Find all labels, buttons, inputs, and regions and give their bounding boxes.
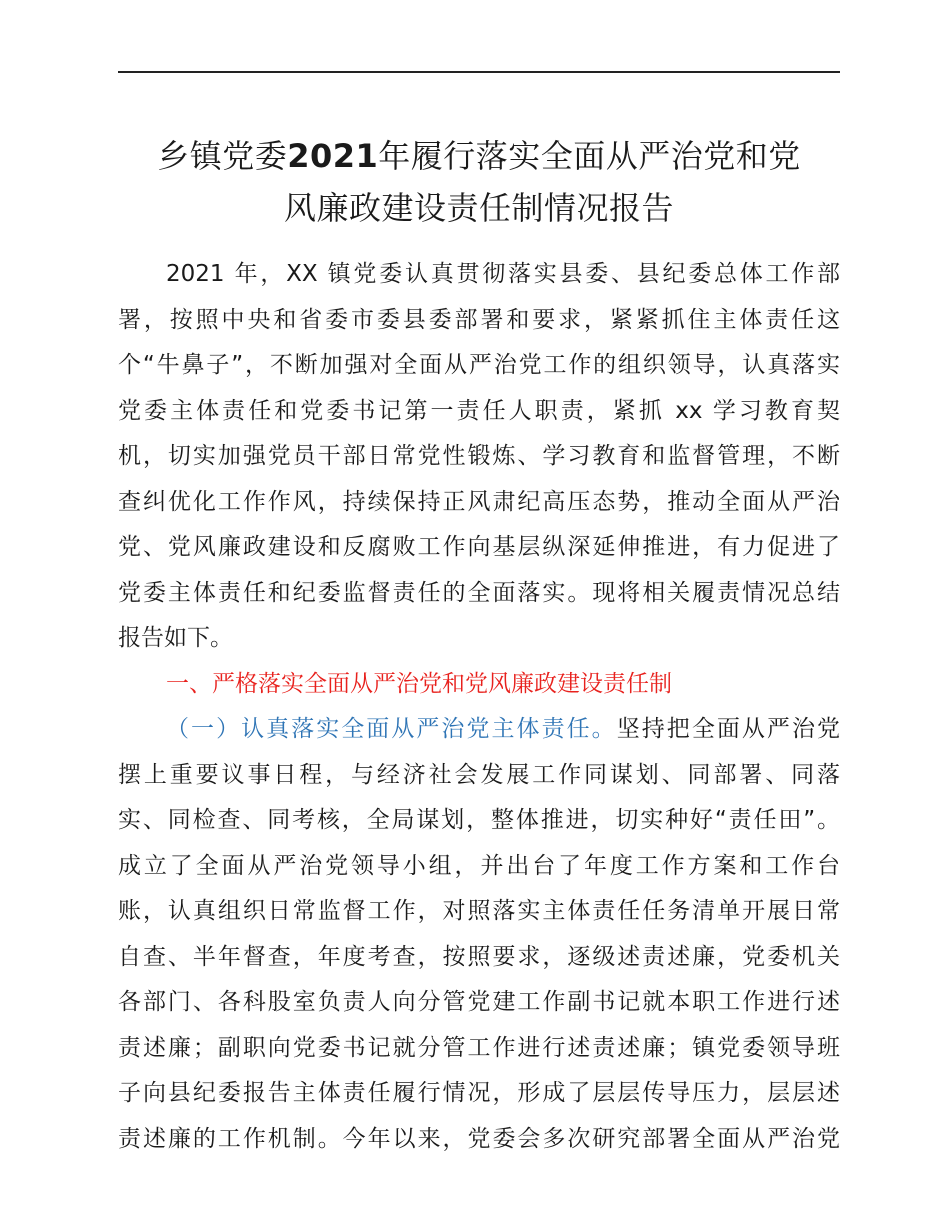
subsection-line: 实、同检查、同考核，全局谋划，整体推进，切实种好“责任田”。	[118, 807, 840, 833]
title-suffix: 年履行落实全面从严治党和党	[378, 137, 801, 175]
subsection-line: 责述廉的工作机制。今年以来，党委会多次研究部署全面从严治党	[118, 1125, 840, 1152]
intro-line: 机，切实加强党员干部日常党性锻炼、学习教育和监督管理，不断	[118, 443, 840, 469]
document-body	[118, 252, 840, 1162]
intro-line: 报告如下。	[118, 625, 233, 651]
subsection-line: 账，认真组织日常监督工作，对照落实主体责任任务清单开展日常	[118, 898, 840, 924]
intro-line: 党委主体责任和纪委监督责任的全面落实。现将相关履责情况总结	[118, 579, 840, 606]
intro-line: 署，按照中央和省委市委县委部署和要求，紧紧抓住主体责任这	[118, 306, 840, 333]
subsection-line: 成立了全面从严治党领导小组，并出台了年度工作方案和工作台	[118, 852, 840, 879]
subsection-line: 自查、半年督查，年度考查，按照要求，逐级述责述廉，党委机关	[118, 943, 840, 970]
intro-line: 个“牛鼻子”，不断加强对全面从严治党工作的组织领导，认真落实	[118, 352, 840, 378]
intro-line: 党委主体责任和党委书记第一责任人职责，紧抓 xx 学习教育契	[118, 397, 840, 424]
intro-line: 党、党风廉政建设和反腐败工作向基层纵深延伸推进，有力促进了	[118, 534, 840, 560]
title-line-1	[118, 130, 840, 182]
intro-line: 2021 年，XX 镇党委认真贯彻落实县委、县纪委总体工作部	[166, 261, 840, 287]
subsection-line: 责述廉；副职向党委书记就分管工作进行述责述廉；镇党委领导班	[118, 1034, 840, 1061]
document-title	[118, 130, 840, 234]
header-rule	[118, 71, 840, 73]
intro-line: 查纠优化工作作风，持续保持正风肃纪高压态势，推动全面从严治	[118, 488, 840, 515]
title-year: 2021	[287, 137, 379, 175]
title-line-2: 风廉政建设责任制情况报告	[283, 189, 674, 227]
section-heading: 一、严格落实全面从严治党和党风廉政建设责任制	[166, 670, 672, 697]
subsection-heading: （一）认真落实全面从严治党主体责任。	[166, 716, 617, 742]
title-prefix: 乡镇党委	[157, 137, 288, 175]
subsection-first-line-rest: 坚持把全面从严治党	[616, 716, 840, 742]
subsection-first-line	[118, 707, 840, 753]
subsection-line: 摆上重要议事日程，与经济社会发展工作同谋划、同部署、同落	[118, 761, 840, 788]
subsection-line: 各部门、各科股室负责人向分管党建工作副书记就本职工作进行述	[118, 989, 840, 1015]
subsection-line: 子向县纪委报告主体责任履行情况，形成了层层传导压力，层层述	[118, 1080, 840, 1106]
